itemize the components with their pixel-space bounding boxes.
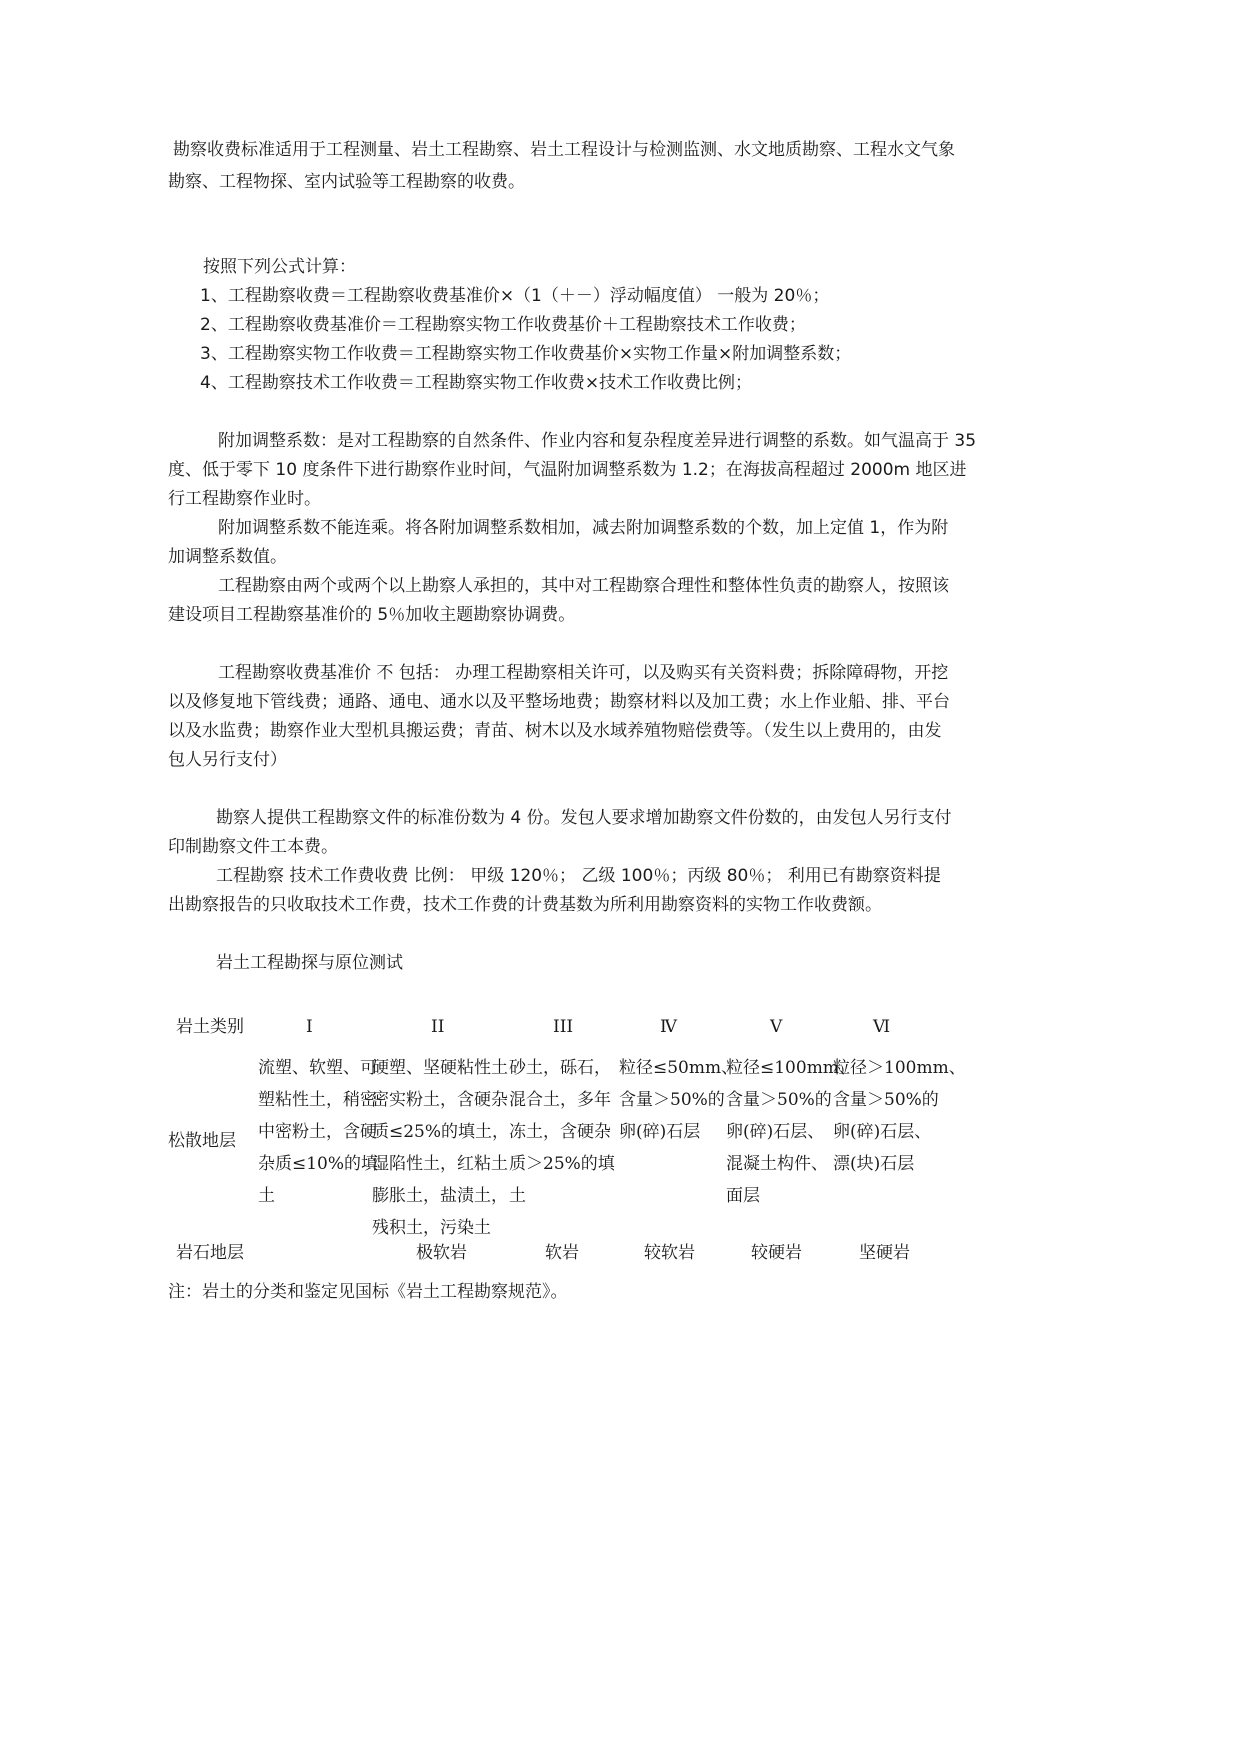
- table-cell-loose-1: 流塑、软塑、可 塑粘性土，稍密 中密粉土，含硬 杂质≤10%的填 土: [258, 1058, 379, 1206]
- table-cell-rock-5: 坚硬岩: [859, 1243, 910, 1263]
- table-header-col-1: I: [306, 1017, 313, 1037]
- table-header-col-2: II: [431, 1017, 445, 1037]
- formula-2: 2、工程勘察收费基准价＝工程勘察实物工作收费基价＋工程勘察技术工作收费；: [200, 315, 806, 335]
- table-cell-rock-3: 较软岩: [644, 1243, 695, 1263]
- adjustment-paragraph-line-3: 行工程勘察作业时。: [168, 489, 321, 509]
- exclusions-paragraph-line-4: 包人另行支付）: [168, 750, 287, 770]
- table-header-col-3: III: [553, 1017, 574, 1037]
- table-header-col-5: V: [770, 1017, 783, 1037]
- table-cell-loose-6: 粒径＞100mm、 含量＞50%的 卵(碎)石层、 漂(块)石层: [833, 1058, 966, 1174]
- table-row-rock-label: 岩石地层: [176, 1243, 244, 1263]
- coordination-paragraph-line-1: 工程勘察由两个或两个以上勘察人承担的，其中对工程勘察合理性和整体性负责的勘察人，按照该: [218, 576, 949, 596]
- table-cell-rock-1: 极软岩: [416, 1243, 467, 1263]
- table-header-col-6: Ⅵ: [873, 1017, 891, 1037]
- adjustment-paragraph-line-2: 度、低于零下 10 度条件下进行勘察作业时间，气温附加调整系数为 1.2；在海拔高程超过 2000m 地区进: [168, 460, 967, 480]
- formula-4: 4、工程勘察技术工作收费＝工程勘察实物工作收费×技术工作收费比例；: [200, 373, 753, 393]
- scope-paragraph-line-2: 勘察、工程物探、室内试验等工程勘察的收费。: [168, 172, 525, 192]
- table-row-loose-label: 松散地层: [168, 1131, 236, 1151]
- ratio-paragraph-line-1: 工程勘察 技术工作费收费 比例： 甲级 120％； 乙级 100％；丙级 80％； 利用已有勘察资料提: [216, 866, 941, 886]
- exclusions-paragraph-line-1: 工程勘察收费基准价 不 包括： 办理工程勘察相关许可，以及购买有关资料费；拆除障碍物，开挖: [218, 663, 949, 683]
- table-note: 注：岩土的分类和鉴定见国标《岩土工程勘察规范》。: [168, 1282, 568, 1302]
- formula-3: 3、工程勘察实物工作收费＝工程勘察实物工作收费基价×实物工作量×附加调整系数；: [200, 344, 852, 364]
- coordination-paragraph-line-2: 建设项目工程勘察基准价的 5％加收主题勘察协调费。: [168, 605, 576, 625]
- table-cell-rock-2: 软岩: [545, 1243, 579, 1263]
- table-cell-loose-5: 粒径≤100mm、 含量＞50%的 卵(碎)石层、 混凝土构件、 面层: [726, 1058, 856, 1206]
- ratio-paragraph-line-2: 出勘察报告的只收取技术工作费，技术工作费的计费基数为所利用勘察资料的实物工作收费额。: [168, 895, 882, 915]
- table-header-label: 岩土类别: [176, 1017, 244, 1037]
- table-cell-loose-3: 砂土，砾石， 混合土，多年 冻土，含硬杂 质＞25%的填 土: [509, 1058, 615, 1206]
- table-cell-rock-4: 较硬岩: [751, 1243, 802, 1263]
- table-cell-loose-4: 粒径≤50mm、 含量＞50%的 卵(碎)石层: [619, 1058, 739, 1142]
- copies-paragraph-line-1: 勘察人提供工程勘察文件的标准份数为 4 份。发包人要求增加勘察文件份数的，由发包人另行支付: [216, 808, 952, 828]
- table-header-col-4: Ⅳ: [660, 1017, 677, 1037]
- adjustment-paragraph-line-1: 附加调整系数：是对工程勘察的自然条件、作业内容和复杂程度差异进行调整的系数。如气温高于 35: [218, 431, 977, 451]
- table-cell-loose-2: 硬塑、坚硬粘性土 密实粉土，含硬杂 质≤25%的填土， 湿陷性土，红粘土 膨胀土，盐渍土， 残积土，污染土: [372, 1058, 510, 1238]
- formula-1: 1、工程勘察收费＝工程勘察收费基准价×（1（＋－）浮动幅度值） 一般为 20％；: [200, 286, 830, 306]
- no-multiply-paragraph-line-2: 加调整系数值。: [168, 547, 287, 567]
- exclusions-paragraph-line-3: 以及水监费；勘察作业大型机具搬运费；青苗、树木以及水域养殖物赔偿费等。（发生以上费用的，由发: [168, 721, 942, 741]
- section-title: 岩土工程勘探与原位测试: [216, 953, 403, 973]
- exclusions-paragraph-line-2: 以及修复地下管线费；通路、通电、通水以及平整场地费；勘察材料以及加工费；水上作业船、排、平台: [168, 692, 950, 712]
- formula-intro: 按照下列公式计算：: [203, 257, 356, 277]
- no-multiply-paragraph-line-1: 附加调整系数不能连乘。将各附加调整系数相加，减去附加调整系数的个数，加上定值 1，作为附: [218, 518, 949, 538]
- scope-paragraph-line-1: 勘察收费标准适用于工程测量、岩土工程勘察、岩土工程设计与检测监测、水文地质勘察、工程水文气象: [173, 140, 955, 160]
- copies-paragraph-line-2: 印制勘察文件工本费。: [168, 837, 338, 857]
